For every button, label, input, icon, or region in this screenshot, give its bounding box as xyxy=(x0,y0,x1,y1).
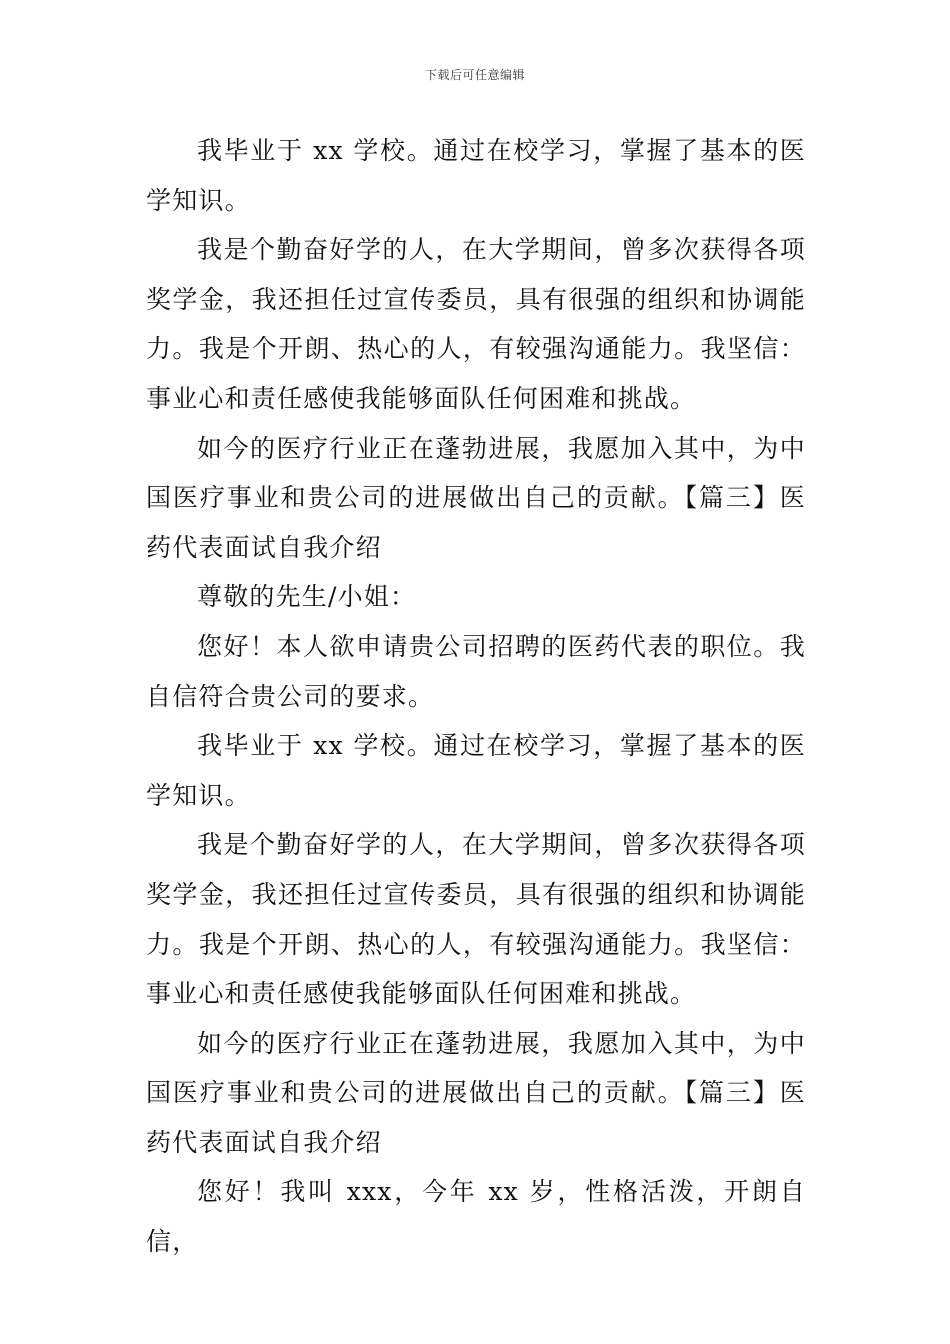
paragraph-greeting: 您好！本人欲申请贵公司招聘的医药代表的职位。我自信符合贵公司的要求。 xyxy=(146,631,806,711)
paragraph-personality-repeat: 我是个勤奋好学的人，在大学期间，曾多次获得各项奖学金，我还担任过宣传委员，具有很强的组织和协调能力。我是个开朗、热心的人，有较强沟通能力。我坚信：事业心和责任感使我能够面队任何困难和挑战。 xyxy=(146,830,806,1009)
paragraph-personality: 我是个勤奋好学的人，在大学期间，曾多次获得各项奖学金，我还担任过宣传委员，具有很强的组织和协调能力。我是个开朗、热心的人，有较强沟通能力。我坚信：事业心和责任感使我能够面队任何困难和挑战。 xyxy=(146,235,806,413)
paragraph-aspiration: 如今的医疗行业正在蓬勃进展，我愿加入其中，为中国医疗事业和贵公司的进展做出自己的贡献。【篇三】医药代表面试自我介绍 xyxy=(146,433,806,562)
paragraph-aspiration-repeat: 如今的医疗行业正在蓬勃进展，我愿加入其中，为中国医疗事业和贵公司的进展做出自己的贡献。【篇三】医药代表面试自我介绍 xyxy=(146,1028,806,1157)
paragraph-self-intro: 您好！我叫 xxx，今年 xx 岁，性格活泼，开朗自信， xyxy=(146,1177,806,1257)
document-body xyxy=(146,126,806,1267)
paragraph-education-repeat: 我毕业于 xx 学校。通过在校学习，掌握了基本的医学知识。 xyxy=(146,731,806,810)
paragraph-education: 我毕业于 xx 学校。通过在校学习，掌握了基本的医学知识。 xyxy=(146,136,806,215)
paragraph-salutation: 尊敬的先生/小姐： xyxy=(197,582,417,612)
page-header-note: 下载后可任意编辑 xyxy=(424,68,525,82)
